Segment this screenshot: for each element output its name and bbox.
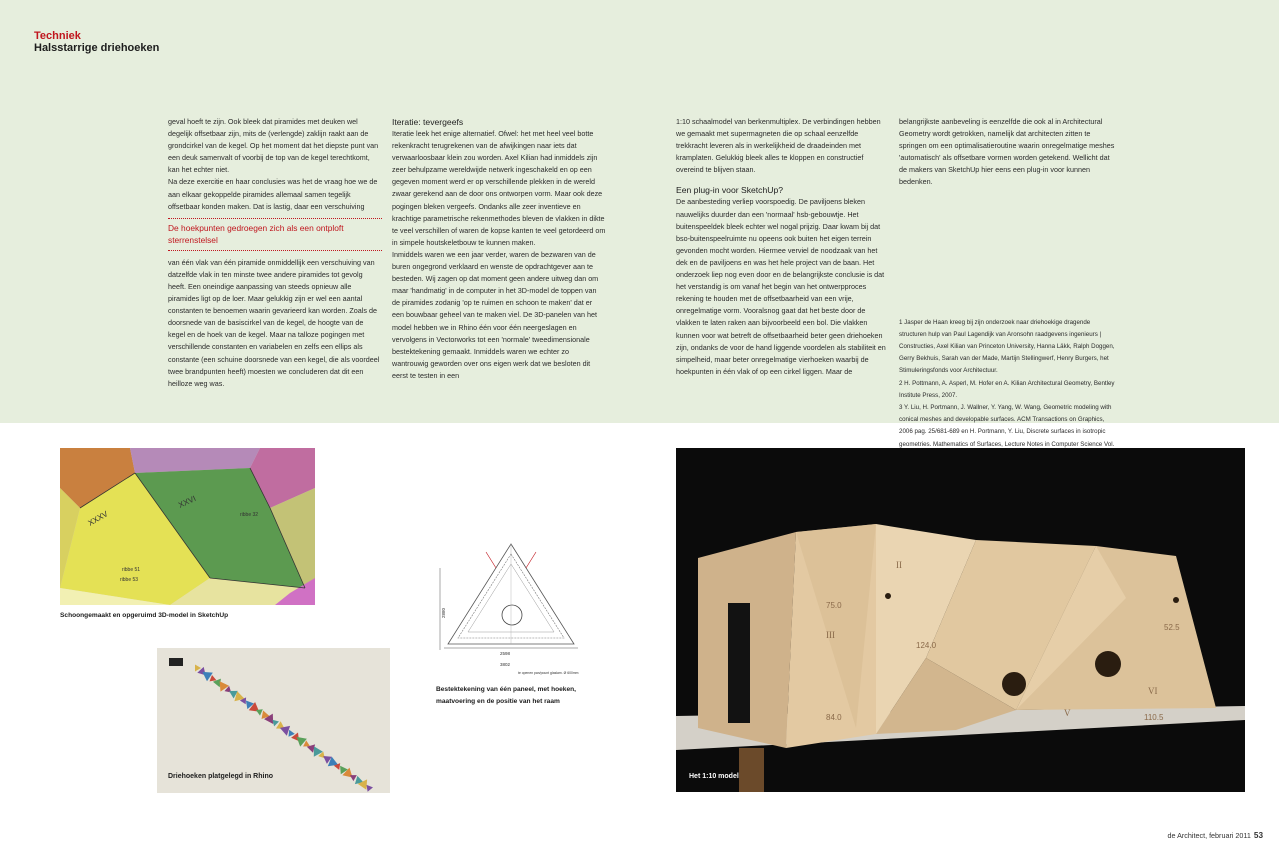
paragraph: Iteratie leek het enige alternatief. Ofwel: het met heel veel botte rekenkracht terugrekenen van de afwijkingen naar iets dat verwaarloosbaar klein zou worden. Axel Kilian had inmiddels zijn zeer behulpzame wereldwijde netwerk ingeschakeld en op een gegeven moment werd er op verschillende plekken in de wereld zwaar gerekend aan de door ons ontworpen vorm. Maar ook deze pogingen bleken vergeefs. Ondanks alle zeer inventieve en krachtige parametrische rekenmethodes bleven de vlakken in dikte te veel verschillen of waren de kopse kanten te veel getordeerd om in simpele houtskeletbouw te kunnen maken. [392,129,606,247]
text-column-4 [899,116,1115,463]
dimension-label: 2880 [441,607,446,618]
model-marking: II [896,560,902,570]
footnote: 1 Jasper de Haan kreeg bij zijn onderzoek naar driehoekige dragende structuren hulp van Paul Lagendijk van Aronsohn raadgevens ingenieurs | Constructies, Axel Kilian van Princeton University, Hanna Läkk, Ralph Doggen, Gerry Bekhuis, Sarah van der Made, Martijn Stellingwerf, Henry Burgers, het Stimuleringsfonds voor Architectuur. [899,318,1115,375]
text-column-2 [392,116,606,382]
text-column-3 [676,116,890,378]
drawing-caption-line-1: Bestektekening van één paneel, met hoeken, [436,686,576,693]
model-caption: Het 1:10 model [689,773,739,780]
paragraph: belangrijkste aanbeveling is eenzelfde die ook al in Architectural Geometry wordt getrokken, namelijk dat architecten zitten te springen om een optimalisatieroutine waarin onregelmatige meshes 'automatisch' als offsetbare vormen worden getekend. Wellicht dat de makers van SketchUp hier eens een plug-in voor kunnen bedenken. [899,117,1115,187]
paragraph: van één vlak van één piramide onmiddellijk een verschuiving van datzelfde vlak in ten minste twee andere piramides tot gevolg heeft. Een oneindige aanpassing van steeds opnieuw alle piramides ligt op de loer. Maar gelukkig zijn er wel een aantal constanten te benoemen waarin gevarieerd kan worden. Zoals de doorsnede van de basiscirkel van de kegel, de hoogte van de kegel en de hoek van de kegel. Maar na talloze pogingen met verschillende constanten en variabelen en zelfs een ellips als constante (een schuine doorsnede van een kegel, die als voordeel twee brandpunten heeft) moesten we concluderen dat dit een heilloze weg was. [168,257,380,388]
publication-name: de Architect, februari 2011 [1167,831,1251,840]
section-label: Techniek [34,30,81,42]
paragraph: De aanbesteding verliep voorspoedig. De paviljoens bleken nauwelijks duurder dan een 'normaal' hsb-gebouwtje. Het buitenspeeldek bleek echter wel nogal prijzig. Daar kwam bij dat bso-buitenspeelruimte nu opeens ook buiten het eigen terrein gevonden mocht worden. Hiermee verviel de noodzaak van het dek en de paviljoens en was het hele project van de baan. Het onderzoek liep nog even door en de belangrijkste conclusie is dat het verstandig is om vanaf het begin van het ontwerpproces rekening te houden met de offsetbaarheid van een vrije, onregelmatige vorm. Vooralsnog gaat dat het beste door de vlakken te laten raken aan bijvoorbeeld een bol. Die vlakken kunnen voor wat betreft de offsetbaarheid beter geen driehoeken zijn, ondanks de voor de hand liggende voordelen als stabiliteit en simpelheid, maar beter onregelmatige vierhoeken waarbij de hoekpunten in één vlak of op een cirkel liggen. Maar de [676,197,886,376]
edge-label: ribbe 51 [122,567,141,573]
sketchup-model-image [60,448,315,605]
model-marking: 124.0 [916,641,937,650]
model-marking: V [1064,708,1071,718]
model-marking: 52.5 [1164,623,1180,632]
scale-model-photo [676,448,1245,792]
footnote: 2 H. Pottmann, A. Asperl, M. Hofer en A. Kilian Architectural Geometry, Bentley Institute Press, 2007. [899,379,1115,399]
paragraph: geval hoeft te zijn. Ook bleek dat piramides met deuken wel degelijk offsetbaar zijn, mits de (verlengde) zaklijn raakt aan de grondcirkel van de kegel. Op het moment dat het diepste punt van een deuk samenvalt of voorbij de top van de kegel terechtkomt, kan het echter niet. [168,117,379,175]
pull-quote: De hoekpunten gedroegen zich als een ontploft sterrenstelsel [168,218,382,251]
paragraph: Inmiddels waren we een jaar verder, waren de bezwaren van de buren ongegrond verklaard en wenste de opdrachtgever aan te besteden. Wij zagen op dat moment geen andere uitweg dan om maar 'handmatig' in de computer in het 3D-model de toppen van de piramides zodanig 'op te ruimen en schoon te maken' dat er een bouwbaar geheel van te maken viel. De 3D-panelen van het model hebben we in Rhino één voor één neergeslagen en vervolgens in Vectorworks tot een 'normale' tweedimensionale bestektekening gemaakt. Inmiddels waren we echter zo wantrouwig geworden over ons eigen werk dat we besloten dit eerst te testen in een [392,249,599,380]
drawing-caption-line-2: maatvoering en de positie van het raam [436,698,560,705]
rhino-flattened-image [157,648,390,793]
text-column-1 [168,116,382,390]
model-marking: VI [1148,686,1158,696]
model-marking: 75.0 [826,601,842,610]
dimension-label: 3802 [500,662,511,667]
edge-label: ribbe 53 [120,577,139,583]
page-number: 53 [1253,831,1263,840]
page-footer [1168,831,1263,840]
footnote: 3 Y. Liu, H. Portmann, J. Wallner, Y. Yang, W. Wang, Geometric modeling with conical meshes and developable surfaces. ACM Transactions on Graphics, 2006 pag. 25/681-689 en H. Portmann, Y. Liu, Discrete surfaces in isotropic geometries. Mathematics of Surfaces, Lecture Notes in Computer Science Vol. [899,403,1115,448]
paragraph: Na deze exercitie en haar conclusies was het de vraag hoe we de aan elkaar gekoppelde piramides allemaal samen tegelijk offsetbaar konden maken. Dat is lastig, daar een verschuiving [168,177,378,211]
model-marking: 84.0 [826,713,842,722]
subheading: Een plug-in voor SketchUp? [676,185,784,196]
model-marking: III [826,630,835,640]
article-title: Halsstarrige driehoeken [34,42,160,54]
footnotes [899,317,1115,463]
panel-label: XXVI [177,493,198,510]
panel-drawing-image [436,538,584,678]
sketchup-caption: Schoongemaakt en opgeruimd 3D-model in SketchUp [60,612,229,619]
window-note: te openen pan/pount glaslam. Ø 600mm [518,671,579,675]
paragraph: 1:10 schaalmodel van berkenmultiplex. De verbindingen hebben we gemaakt met supermagneten die op schaal eenzelfde trekkracht leveren als in werkelijkheid de draadeinden met kramplaten. Gelukkig bleek alles te kloppen en constructief overeind te blijven staan. [676,117,881,175]
subheading: Iteratie: tevergeefs [392,117,464,127]
rhino-caption: Driehoeken platgelegd in Rhino [168,773,274,780]
panel-label: XXXV [86,509,110,528]
edge-label: ribbe 32 [240,512,259,518]
dimension-label: 2598 [500,651,511,656]
model-marking: 110.5 [1144,713,1164,722]
